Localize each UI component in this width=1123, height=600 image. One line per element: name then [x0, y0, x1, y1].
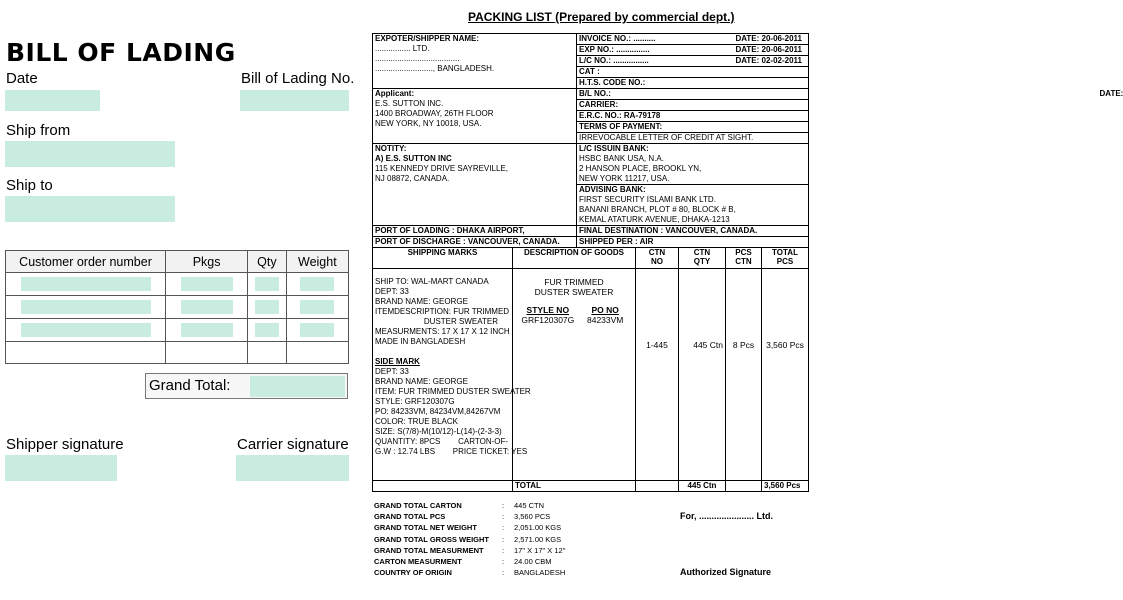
col-total-pcs: TOTAL PCS [762, 248, 809, 269]
ship-from-label: Ship from [6, 122, 71, 139]
side-mark-line: SIZE: S(7/8)-M(10/12)-L(14)-(2-3-3) [375, 427, 502, 436]
shipped-per: SHIPPED PER : AIR [577, 237, 809, 248]
side-mark-line: DEPT: 33 [375, 367, 409, 376]
side-mark-line: COLOR: TRUE BLACK [375, 417, 458, 426]
grand-total-row: GRAND TOTAL GROSS WEIGHT : 2,571.00 KGS [374, 534, 565, 545]
shipping-marks-cell [373, 269, 531, 481]
terms-label: TERMS OF PAYMENT: [577, 122, 809, 133]
grand-total-row: GRAND TOTAL NET WEIGHT : 2,051.00 KGS [374, 522, 565, 533]
grand-total-label: GRAND TOTAL MEASURMENT [374, 545, 484, 555]
grand-total-field[interactable] [250, 376, 345, 397]
total-total-pcs: 3,560 Pcs [762, 481, 809, 492]
applicant-line: E.S. SUTTON INC. [375, 99, 444, 108]
grand-totals-table [374, 500, 565, 578]
pkgs-input[interactable] [181, 300, 233, 314]
total-label: TOTAL [513, 481, 636, 492]
grand-total-value: 2,571.00 KGS [514, 534, 562, 544]
description-cell [513, 269, 636, 481]
po-no-value: 84233VM [586, 315, 624, 325]
grand-total-value: 2,051.00 KGS [514, 523, 562, 533]
exporter-line: .........................., BANGLADESH. [375, 64, 495, 73]
side-mark-line: BRAND NAME: GEORGE [375, 377, 468, 386]
grand-total-row: GRAND TOTAL MEASURMENT : 17" X 17" X 12" [374, 545, 566, 555]
bol-number-label: Bill of Lading No. [241, 70, 355, 87]
table-row [6, 296, 349, 319]
lc-bank-line: 2 HANSON PLACE, BROOKL YN, [579, 164, 702, 173]
invoice-no: INVOICE NO.: .......... [579, 34, 656, 43]
header-customer-order-number: Customer order number [6, 251, 166, 273]
total-ctn-qty: 445 Ctn [679, 481, 726, 492]
exporter-line: ................ LTD. [375, 44, 430, 53]
weight-input[interactable] [300, 323, 334, 337]
packing-list-header-table [372, 33, 1123, 248]
pkgs-input[interactable] [181, 323, 233, 337]
col-ctn-qty: CTN QTY [679, 248, 726, 269]
style-no-label: STYLE NO [526, 305, 570, 315]
carrier-signature-field[interactable] [236, 455, 349, 481]
marks-line: BRAND NAME: GEORGE [375, 297, 468, 306]
side-mark-line: PO: 84233VM, 84234VM,84267VM [375, 407, 501, 416]
grand-total-label: GRAND TOTAL CARTON [374, 501, 462, 510]
qty-input[interactable] [255, 323, 279, 337]
bl-no: B/L NO.: [579, 89, 611, 98]
advising-bank-label: ADVISING BANK: [579, 185, 646, 194]
notify-cell [373, 144, 577, 226]
shipper-signature-field[interactable] [5, 455, 117, 481]
marks-line: MEASURMENTS: 17 X 17 X 12 INCH [375, 327, 510, 336]
invoice-date: DATE: 20-06-2011 [735, 34, 802, 43]
advising-bank-line: FIRST SECURITY ISLAMI BANK LTD. [579, 195, 716, 204]
grand-total-box [145, 373, 348, 399]
cat: CAT : [577, 67, 809, 78]
marks-line: ITEMDESCRIPTION: FUR TRIMMED [375, 307, 510, 316]
col-description: DESCRIPTION OF GOODS [513, 248, 636, 269]
total-pcs-cell: 3,560 Pcs [762, 269, 809, 481]
grand-total-row: GRAND TOTAL CARTON : 445 CTN [374, 500, 565, 511]
exporter-cell [373, 34, 577, 89]
po-no-label: PO NO [591, 305, 619, 315]
grand-total-label: GRAND TOTAL NET WEIGHT [374, 523, 477, 533]
order-number-input[interactable] [21, 277, 151, 291]
packing-list-title: PACKING LIST (Prepared by commercial dept.) [468, 10, 735, 24]
grand-total-label: Grand Total: [149, 377, 231, 394]
applicant-line: NEW YORK, NY 10018, USA. [375, 119, 482, 128]
advising-bank-line: BANANI BRANCH, PLOT # 80, BLOCK # B, [579, 205, 736, 214]
applicant-cell [373, 89, 577, 144]
grand-total-value: 3,560 PCS [514, 512, 551, 522]
pcs-ctn-cell: 8 Pcs [726, 269, 762, 481]
lc-no: L/C NO.: ................ [579, 56, 649, 65]
grand-total-row: COUNTRY OF ORIGIN : BANGLADESH [374, 568, 566, 578]
side-mark-line: G.W : 12.74 LBS PRICE TICKET: YES [375, 447, 528, 456]
bol-number-field[interactable] [240, 90, 349, 111]
ctn-qty-cell: 445 Ctn [679, 269, 726, 481]
side-mark-label: SIDE MARK [375, 357, 420, 366]
lc-bank-cell [577, 144, 809, 185]
col-shipping-marks: SHIPPING MARKS [373, 248, 513, 269]
side-mark-line: STYLE: GRF120307G [375, 397, 455, 406]
for-company-ltd: For, ...................... Ltd. [680, 511, 774, 521]
applicant-line: 1400 BROADWAY, 26TH FLOOR [375, 109, 494, 118]
table-row [6, 319, 349, 342]
final-destination: FINAL DESTINATION : VANCOUVER, CANADA. [577, 226, 809, 237]
notify-line: NJ 08872, CANADA. [375, 174, 450, 183]
style-no-value: GRF120307G [521, 315, 575, 325]
grand-total-value: 17" X 17" X 12" [514, 545, 566, 555]
carrier-signature-label: Carrier signature [237, 436, 349, 453]
goods-title: FUR TRIMMED DUSTER SWEATER [534, 277, 614, 297]
notify-label: NOTITY: [375, 144, 407, 153]
advising-bank-line: KEMAL ATATURK AVENUE, DHAKA-1213 [579, 215, 730, 224]
goods-table [372, 247, 809, 492]
advising-bank-cell [577, 185, 809, 226]
pkgs-input[interactable] [181, 277, 233, 291]
table-row [6, 273, 349, 296]
lc-bank-line: HSBC BANK USA, N.A. [579, 154, 664, 163]
grand-total-value: 24.00 CBM [514, 557, 552, 567]
grand-total-row: CARTON MEASURMENT : 24.00 CBM [374, 556, 565, 567]
port-of-loading: PORT OF LOADING : DHAKA AIRPORT, [373, 226, 577, 237]
lc-bank-label: L/C ISSUIN BANK: [579, 144, 649, 153]
ctn-no-cell: 1-445 [636, 269, 679, 481]
col-pcs-ctn: PCS CTN [726, 248, 762, 269]
marks-line: SHIP TO: WAL-MART CANADA [375, 277, 489, 286]
ship-from-field[interactable] [5, 141, 175, 167]
lc-bank-line: NEW YORK 11217, USA. [579, 174, 670, 183]
marks-line: MADE IN BANGLADESH [375, 337, 466, 346]
header-pkgs: Pkgs [166, 251, 248, 273]
notify-line: A) E.S. SUTTON INC [375, 154, 452, 163]
table-row [6, 342, 349, 364]
weight-input[interactable] [300, 277, 334, 291]
port-of-discharge: PORT OF DISCHARGE : VANCOUVER, CANADA. [373, 237, 577, 248]
header-weight: Weight [286, 251, 348, 273]
header-qty: Qty [248, 251, 287, 273]
order-number-input[interactable] [21, 323, 151, 337]
marks-line: DUSTER SWEATER [375, 317, 498, 326]
weight-input[interactable] [300, 300, 334, 314]
grand-total-row: GRAND TOTAL PCS : 3,560 PCS [374, 511, 565, 522]
exp-no: EXP NO.: ............... [579, 45, 650, 54]
date-field[interactable] [5, 90, 100, 111]
carrier: CARRIER: [577, 100, 809, 111]
authorized-signature: Authorized Signature [680, 567, 772, 577]
erc-no: E.R.C. NO.: RA-79178 [577, 111, 809, 122]
exp-date: DATE: 20-06-2011 [735, 45, 802, 54]
grand-total-label: GRAND TOTAL PCS [374, 512, 446, 522]
notify-line: 115 KENNEDY DRIVE SAYREVILLE, [375, 164, 508, 173]
grand-total-label: GRAND TOTAL GROSS WEIGHT [374, 534, 490, 544]
ship-to-field[interactable] [5, 196, 175, 222]
grand-total-label: CARTON MEASURMENT [374, 557, 462, 567]
bl-date: DATE: [1099, 89, 1123, 98]
grand-total-value: BANGLADESH [514, 568, 566, 578]
bill-of-lading-title: BILL OF LADING [6, 38, 236, 67]
col-ctn-no: CTN NO [636, 248, 679, 269]
exporter-label: EXPOTER/SHIPPER NAME: [375, 34, 480, 43]
date-label: Date [6, 70, 38, 87]
marks-line: DEPT: 33 [375, 287, 409, 296]
order-number-input[interactable] [21, 300, 151, 314]
applicant-label: Applicant: [375, 89, 415, 98]
qty-input[interactable] [255, 277, 279, 291]
grand-total-value: 445 CTN [514, 501, 545, 510]
lc-date: DATE: 02-02-2011 [735, 56, 802, 65]
order-table [5, 250, 349, 364]
ship-to-label: Ship to [6, 177, 53, 194]
hts-code: H.T.S. CODE NO.: [577, 78, 809, 89]
exporter-line: ...................................... [375, 54, 460, 63]
side-mark-line: QUANTITY: 8PCS CARTON-OF- [375, 437, 509, 446]
grand-total-label: COUNTRY OF ORIGIN [374, 568, 452, 578]
terms-value: IRREVOCABLE LETTER OF CREDIT AT SIGHT. [577, 133, 809, 144]
shipper-signature-label: Shipper signature [6, 436, 124, 453]
qty-input[interactable] [255, 300, 279, 314]
side-mark-line: ITEM: FUR TRIMMED DUSTER SWEATER [375, 387, 531, 396]
